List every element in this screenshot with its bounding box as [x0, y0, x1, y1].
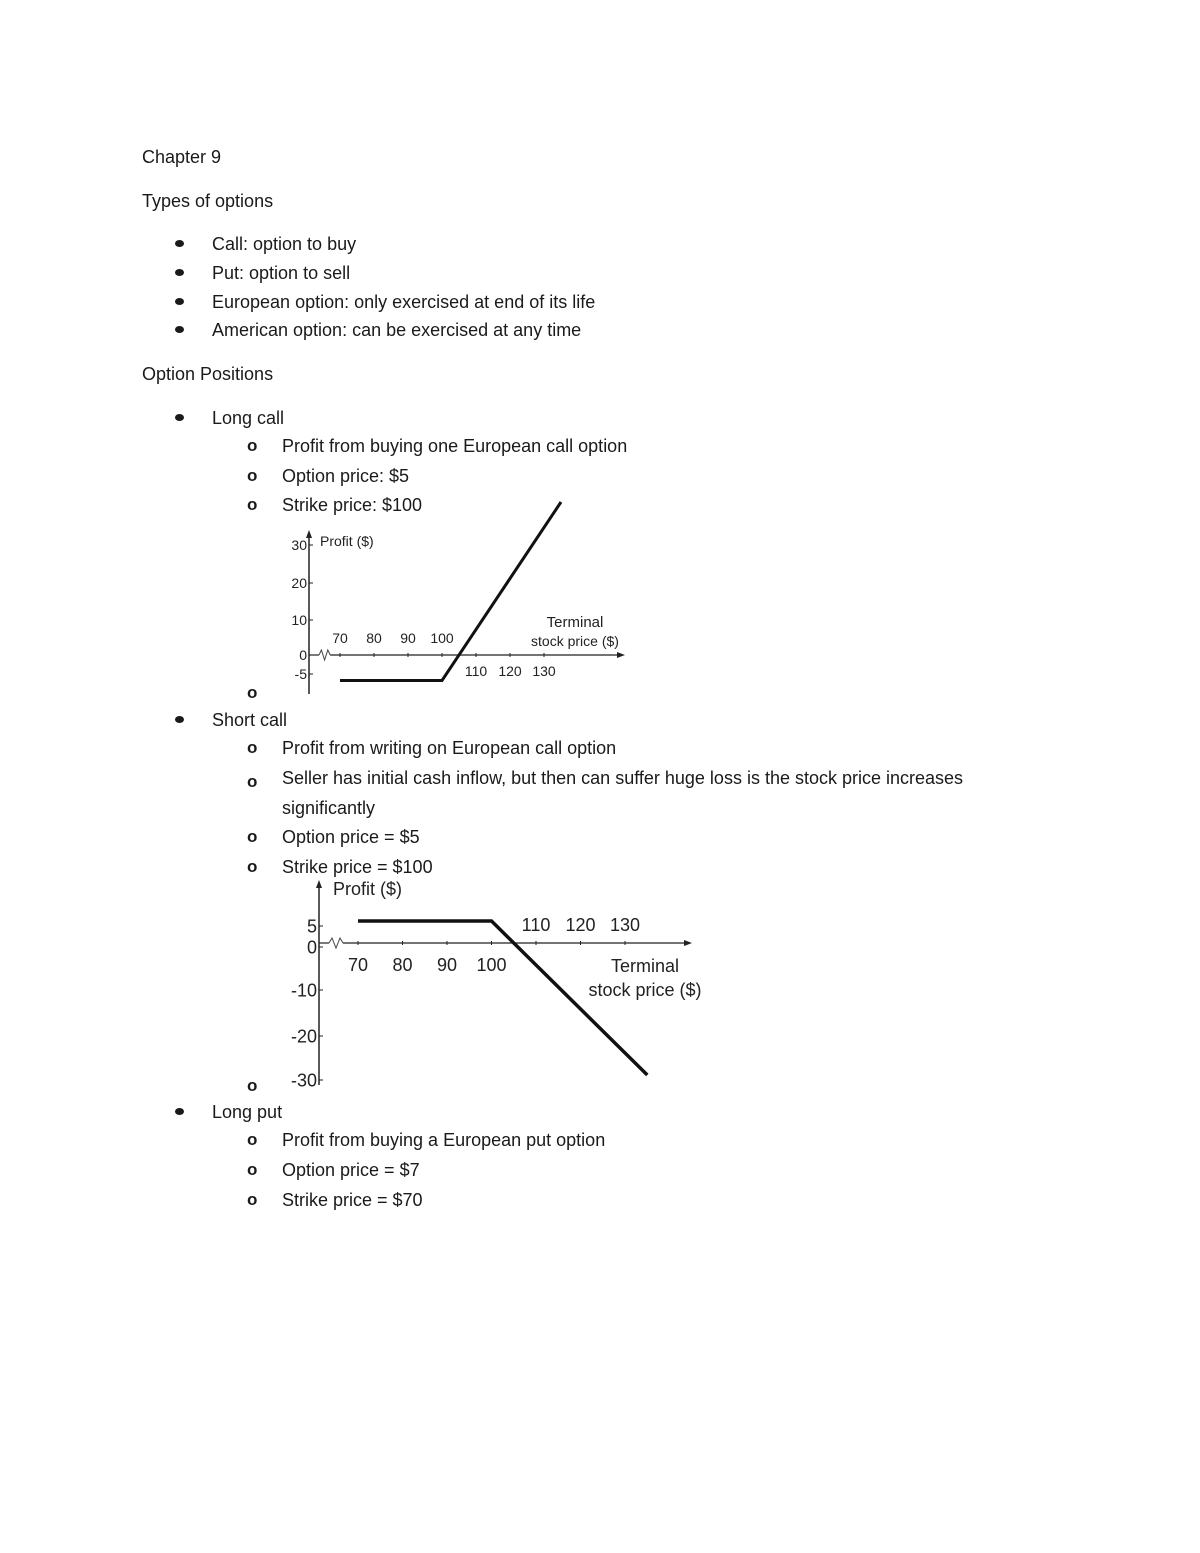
- sub-item-text: Strike price = $70: [282, 1190, 423, 1210]
- sub-item-text: Option price = $5: [282, 827, 420, 847]
- sub-bullet: o: [247, 1130, 258, 1149]
- sub-bullet: o: [247, 683, 258, 702]
- y-tick-label: -5: [294, 665, 307, 682]
- x-tick-label: 130: [532, 663, 556, 679]
- sub-bullet: o: [247, 772, 258, 791]
- sub-item-text: Profit from writing on European call option: [282, 738, 617, 758]
- sub-item: [247, 737, 617, 759]
- section-heading-types: Types of options: [142, 191, 274, 211]
- x-axis-label-line-2: stock price ($): [588, 980, 702, 1000]
- chapter-title: Chapter 9: [142, 147, 222, 167]
- y-tick-label: 0: [299, 646, 307, 663]
- list-item-american: American option: can be exercised at any time: [212, 320, 582, 340]
- x-tick-label: 110: [521, 915, 551, 935]
- list-item-long-put: Long put: [212, 1102, 283, 1122]
- y-tick-label: -10: [290, 980, 317, 1001]
- x-axis-label-line-1: Terminal: [546, 614, 604, 631]
- x-tick-label: 130: [609, 915, 641, 935]
- sub-item: [247, 763, 1042, 823]
- sub-bullet: o: [247, 857, 258, 876]
- sub-bullet: o: [247, 1190, 258, 1209]
- list-item-long-call: Long call: [212, 408, 285, 428]
- x-tick-label: 70: [332, 630, 348, 646]
- sub-item: [247, 1129, 606, 1151]
- x-tick-label: 90: [436, 955, 458, 975]
- sub-item-text: Profit from buying a European put option: [282, 1130, 606, 1150]
- sub-bullet: o: [247, 1160, 258, 1179]
- sub-item: [247, 856, 433, 878]
- sub-item-text: Strike price: $100: [282, 495, 423, 515]
- sub-item: [247, 826, 420, 848]
- list-item-call: Call: option to buy: [212, 234, 357, 254]
- sub-item-text: Profit from buying one European call option: [282, 436, 628, 456]
- y-tick-label: -30: [290, 1070, 317, 1091]
- x-tick-label: 90: [400, 630, 416, 646]
- sub-item-text: Option price = $7: [282, 1160, 420, 1180]
- y-axis-label: Profit ($): [320, 533, 374, 549]
- x-axis-arrow-icon: [617, 652, 625, 658]
- y-tick-label: 10: [291, 611, 307, 628]
- section-heading-positions: Option Positions: [142, 364, 274, 384]
- x-axis-label-line-1: Terminal: [610, 956, 680, 976]
- x-tick-label: 100: [476, 955, 507, 975]
- x-tick-label: 110: [464, 663, 488, 679]
- sub-bullet: o: [247, 466, 258, 485]
- x-tick-label: 120: [565, 915, 596, 935]
- axis-break-icon: [319, 650, 330, 660]
- sub-item-text: Option price: $5: [282, 466, 410, 486]
- sub-bullet: o: [247, 738, 258, 757]
- x-tick-label: 120: [498, 663, 522, 679]
- sub-item: [247, 1189, 423, 1211]
- y-tick-label: 20: [291, 574, 307, 591]
- y-tick-label: 5: [306, 916, 317, 937]
- x-tick-label: 80: [366, 630, 382, 646]
- x-tick-label: 80: [392, 955, 413, 975]
- sub-bullet: o: [247, 436, 258, 455]
- y-tick-label: 30: [291, 536, 307, 553]
- x-axis-label-line-2: stock price ($): [531, 633, 619, 649]
- list-item-european: European option: only exercised at end of its life: [212, 292, 596, 312]
- sub-item-text: Seller has initial cash inflow, but then can suffer huge loss is the stock price increases significantly: [282, 768, 964, 818]
- sub-bullet: o: [247, 1076, 258, 1095]
- sub-bullet: o: [247, 827, 258, 846]
- sub-item: [247, 1159, 420, 1181]
- list-item-put: Put: option to sell: [212, 263, 351, 283]
- sub-item-text: Strike price = $100: [282, 857, 433, 877]
- y-tick-label: -20: [290, 1026, 317, 1047]
- y-axis-label: Profit ($): [333, 879, 403, 899]
- x-tick-label: 70: [347, 955, 369, 975]
- x-tick-label: 100: [430, 630, 454, 646]
- profit-line: [340, 502, 561, 681]
- list-item-short-call: Short call: [212, 710, 288, 730]
- sub-bullet: o: [247, 495, 258, 514]
- y-tick-label: 0: [306, 937, 317, 958]
